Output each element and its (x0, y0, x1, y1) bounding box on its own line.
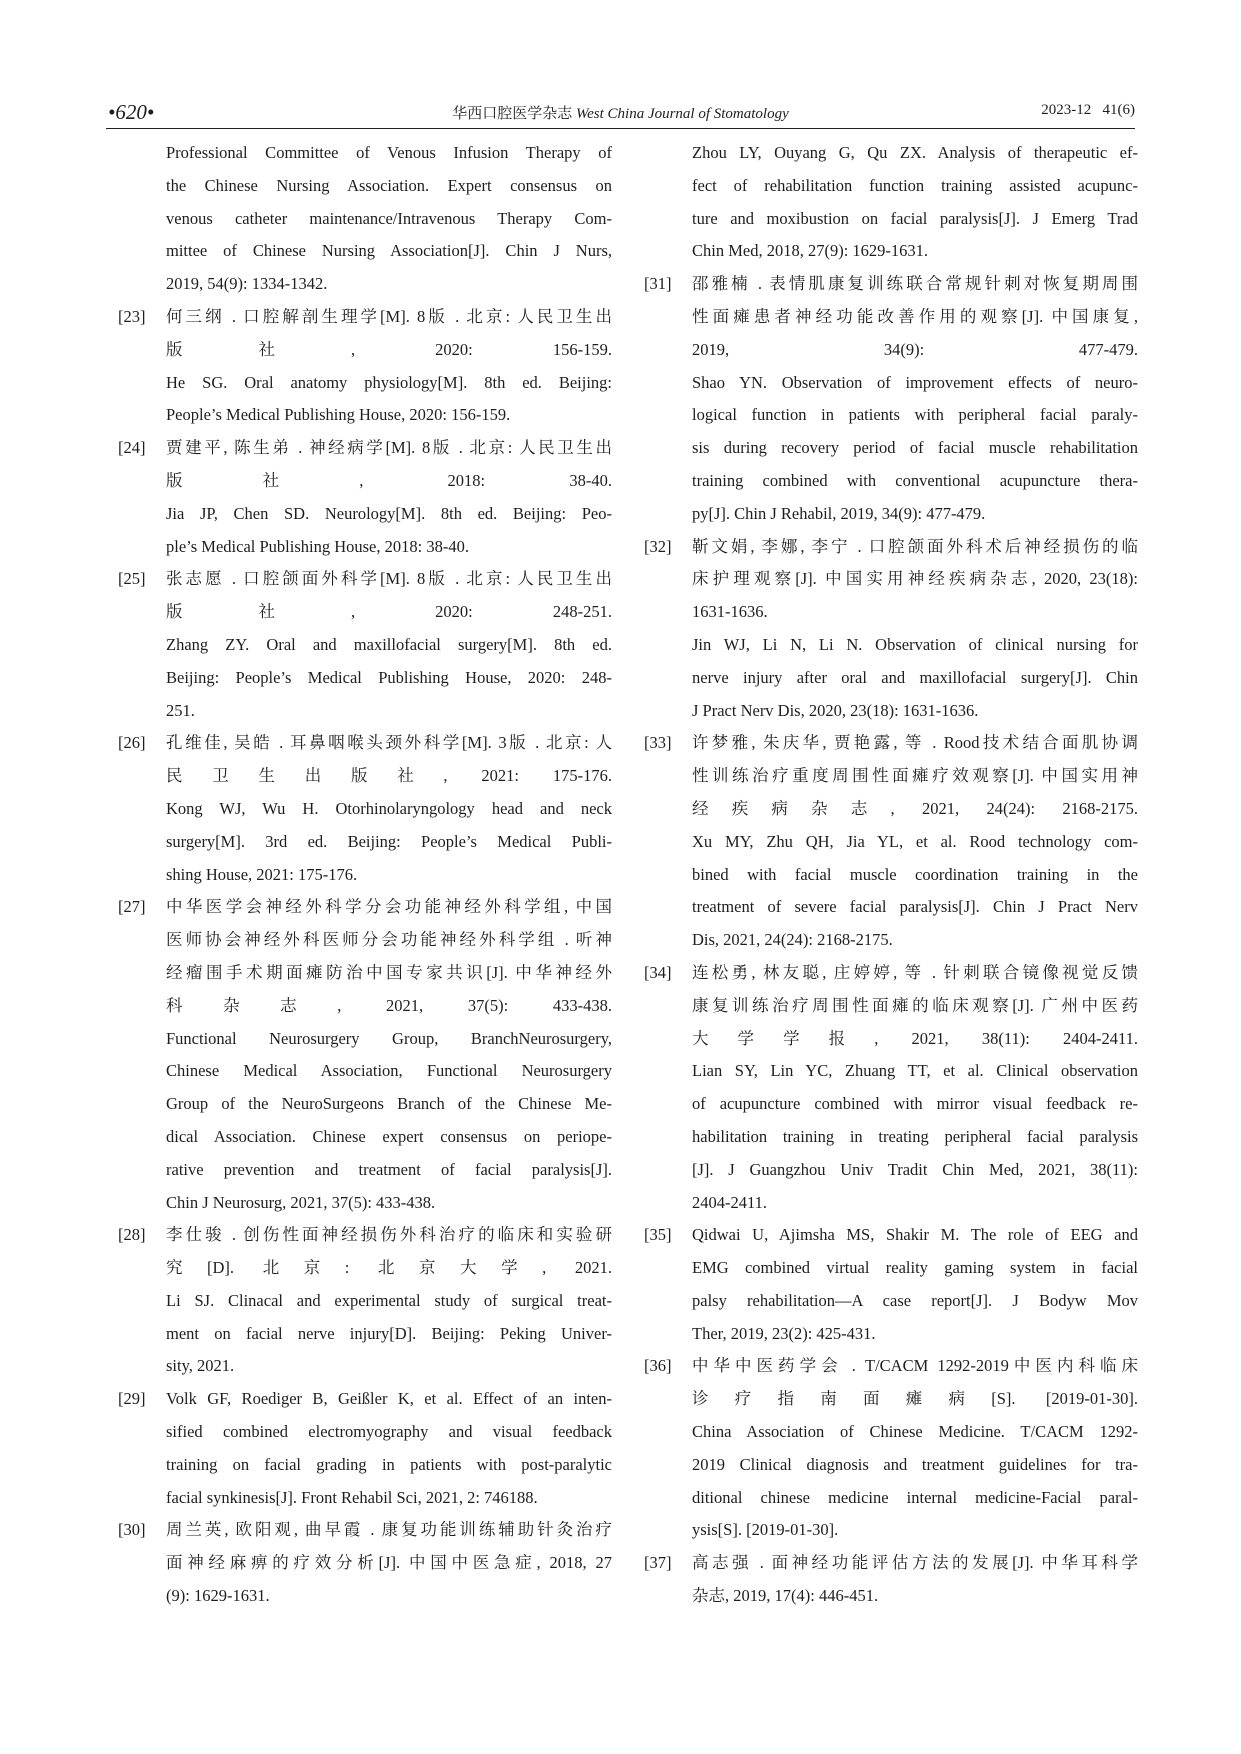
reference-entry (118, 563, 612, 727)
reference-line: Volk GF, Roediger B, Geißler K, et al. Effect of an inten- (166, 1389, 612, 1409)
reference-line: ple’s Medical Publishing House, 2018: 38-40. (166, 536, 469, 556)
reference-number: [30] (118, 1520, 146, 1540)
reference-entry (644, 1350, 1138, 1547)
reference-line: Zhou LY, Ouyang G, Qu ZX. Analysis of therapeutic ef- (692, 143, 1138, 162)
reference-line: 版社, 2020: 248-251. (166, 602, 612, 622)
reference-number: [23] (118, 306, 146, 326)
reference-line: 究[D]. 北京: 北京大学, 2021. (166, 1258, 612, 1278)
reference-line: 床护理观察[J]. 中国实用神经疾病杂志, 2020, 23(18): (692, 569, 1138, 589)
reference-line: sis during recovery period of facial muscle rehabilitation (692, 438, 1138, 458)
reference-line: fect of rehabilitation function training assisted acupunc- (692, 175, 1138, 195)
reference-number: [34] (644, 962, 672, 982)
reference-entry (118, 137, 612, 301)
reference-line: 何三纲 . 口腔解剖生理学[M]. 8版 . 北京: 人民卫生出 (166, 306, 612, 326)
reference-line: He SG. Oral anatomy physiology[M]. 8th ed. Beijing: (166, 372, 612, 392)
reference-line: py[J]. Chin J Rehabil, 2019, 34(9): 477-479. (692, 503, 986, 523)
reference-line: 张志愿 . 口腔颌面外科学[M]. 8版 . 北京: 人民卫生出 (166, 569, 612, 589)
reference-line: 2019 Clinical diagnosis and treatment guidelines for tra- (692, 1454, 1138, 1474)
reference-line: 康复训练治疗周围性面瘫的临床观察[J]. 广州中医药 (692, 995, 1138, 1015)
reference-line: 中华中医药学会 . T/CACM 1292-2019中医内科临床 (692, 1356, 1138, 1376)
reference-line: 中华医学会神经外科学分会功能神经外科学组, 中国 (166, 897, 612, 917)
reference-number: [26] (118, 733, 146, 753)
reference-line: 性面瘫患者神经功能改善作用的观察[J]. 中国康复, (692, 306, 1138, 326)
reference-line: 高志强 . 面神经功能评估方法的发展[J]. 中华耳科学 (692, 1553, 1138, 1573)
reference-line: 诊疗指南面瘫病[S]. [2019-01-30]. (692, 1389, 1138, 1409)
journal-title-cn: 华西口腔医学杂志 (452, 106, 576, 122)
reference-line: Chin Med, 2018, 27(9): 1629-1631. (692, 241, 929, 261)
reference-column-right (644, 137, 1138, 1613)
reference-line: 版社, 2018: 38-40. (166, 470, 612, 490)
reference-line: China Association of Chinese Medicine. T/CACM 1292- (692, 1422, 1138, 1442)
reference-line: Functional Neurosurgery Group, BranchNeurosurgery, (166, 1028, 612, 1048)
reference-number: [37] (644, 1553, 672, 1573)
reference-line: 民卫生出版社, 2021: 175-176. (166, 766, 612, 786)
issue-date: 2023-12 41(6) (1041, 102, 1135, 118)
reference-line: Chin J Neurosurg, 2021, 37(5): 433-438. (166, 1192, 436, 1212)
reference-entry (644, 957, 1138, 1219)
reference-line: Qidwai U, Ajimsha MS, Shakir M. The role of EEG and (692, 1225, 1138, 1245)
reference-number: [24] (118, 438, 146, 458)
reference-line: ysis[S]. [2019-01-30]. (692, 1520, 839, 1540)
reference-line: Kong WJ, Wu H. Otorhinolaryngology head and neck (166, 798, 612, 818)
reference-line: Zhang ZY. Oral and maxillofacial surgery[M]. 8th ed. (166, 634, 612, 654)
reference-line: facial synkinesis[J]. Front Rehabil Sci, 2021, 2: 746188. (166, 1487, 538, 1507)
reference-entry (644, 137, 1138, 268)
reference-line: bined with facial muscle coordination training in the (692, 864, 1138, 884)
reference-line: 周兰英, 欧阳观, 曲早霞 . 康复功能训练辅助针灸治疗 (166, 1520, 612, 1540)
reference-line: 2019, 54(9): 1334-1342. (166, 274, 328, 294)
reference-line: 2019, 34(9): 477-479. (692, 339, 1138, 359)
reference-column-left (118, 137, 612, 1613)
reference-line: Xu MY, Zhu QH, Jia YL, et al. Rood technology com- (692, 831, 1138, 851)
reference-line: 医师协会神经外科医师分会功能神经外科学组 . 听神 (166, 930, 612, 950)
reference-line: ditional chinese medicine internal medicine-Facial paral- (692, 1487, 1138, 1507)
reference-line: the Chinese Nursing Association. Expert consensus on (166, 175, 612, 195)
reference-line: 靳文娟, 李娜, 李宁 . 口腔颌面外科术后神经损伤的临 (692, 536, 1138, 556)
reference-line: ture and moxibustion on facial paralysis[J]. J Emerg Trad (692, 208, 1138, 228)
journal-title (106, 102, 1135, 123)
reference-line: training on facial grading in patients with post-paralytic (166, 1454, 612, 1474)
reference-line: 251. (166, 700, 195, 720)
reference-line: mittee of Chinese Nursing Association[J]. Chin J Nurs, (166, 241, 612, 261)
reference-line: 版社, 2020: 156-159. (166, 339, 612, 359)
reference-line: Li SJ. Clinacal and experimental study of surgical treat- (166, 1290, 612, 1310)
reference-line: [J]. J Guangzhou Univ Tradit Chin Med, 2021, 38(11): (692, 1159, 1138, 1179)
reference-line: 大学学报, 2021, 38(11): 2404-2411. (692, 1028, 1138, 1048)
reference-line: 科杂志, 2021, 37(5): 433-438. (166, 995, 612, 1015)
reference-number: [35] (644, 1225, 672, 1245)
reference-number: [25] (118, 569, 146, 589)
reference-line: 连松勇, 林友聪, 庄婷婷, 等 . 针刺联合镜像视觉反馈 (692, 962, 1138, 982)
reference-entry (644, 1547, 1138, 1613)
reference-line: habilitation training in treating peripheral facial paralysis (692, 1126, 1138, 1146)
reference-line: sity, 2021. (166, 1356, 235, 1376)
reference-line: surgery[M]. 3rd ed. Beijing: People’s Medical Publi- (166, 831, 612, 851)
reference-line: of acupuncture combined with mirror visual feedback re- (692, 1094, 1138, 1114)
reference-line: 孔维佳, 吴皓 . 耳鼻咽喉头颈外科学[M]. 3版 . 北京: 人 (166, 733, 612, 753)
reference-line: Shao YN. Observation of improvement effects of neuro- (692, 372, 1138, 392)
reference-number: [28] (118, 1225, 146, 1245)
reference-line: 经疾病杂志, 2021, 24(24): 2168-2175. (692, 798, 1138, 818)
reference-line: Lian SY, Lin YC, Zhuang TT, et al. Clinical observation (692, 1061, 1138, 1081)
reference-line: 许梦雅, 朱庆华, 贾艳露, 等 . Rood技术结合面肌协调 (692, 733, 1138, 753)
reference-number: [31] (644, 274, 672, 294)
reference-line: 李仕骏 . 创伤性面神经损伤外科治疗的临床和实验研 (166, 1225, 612, 1245)
reference-entry (118, 1383, 612, 1514)
reference-number: [33] (644, 733, 672, 753)
reference-entry (118, 1219, 612, 1383)
reference-line: ment on facial nerve injury[D]. Beijing: Peking Univer- (166, 1323, 612, 1343)
reference-entry (118, 301, 612, 432)
page-header (106, 98, 1135, 129)
reference-line: Ther, 2019, 23(2): 425-431. (692, 1323, 876, 1343)
reference-number: [36] (644, 1356, 672, 1376)
reference-line: nerve injury after oral and maxillofacial surgery[J]. Chin (692, 667, 1138, 687)
reference-line: 2404-2411. (692, 1192, 768, 1212)
reference-line: Beijing: People’s Medical Publishing House, 2020: 248- (166, 667, 612, 687)
reference-entry (118, 727, 612, 891)
reference-line: treatment of severe facial paralysis[J]. Chin J Pract Nerv (692, 897, 1138, 917)
reference-line: 贾建平, 陈生弟 . 神经病学[M]. 8版 . 北京: 人民卫生出 (166, 438, 612, 458)
reference-entry (644, 268, 1138, 530)
reference-line: J Pract Nerv Dis, 2020, 23(18): 1631-1636. (692, 700, 979, 720)
reference-line: logical function in patients with peripheral facial paraly- (692, 405, 1138, 425)
page-number: •620• (108, 100, 155, 124)
reference-line: shing House, 2021: 175-176. (166, 864, 358, 884)
reference-entry (644, 727, 1138, 957)
reference-number: [27] (118, 897, 146, 917)
reference-entry (118, 1514, 612, 1612)
reference-line: palsy rehabilitation—A case report[J]. J Bodyw Mov (692, 1290, 1138, 1310)
reference-line: 杂志, 2019, 17(4): 446-451. (692, 1586, 879, 1606)
reference-line: 性训练治疗重度周围性面瘫疗效观察[J]. 中国实用神 (692, 766, 1138, 786)
reference-entry (644, 1219, 1138, 1350)
reference-line: rative prevention and treatment of facial paralysis[J]. (166, 1159, 612, 1179)
reference-entry (118, 432, 612, 563)
reference-line: Professional Committee of Venous Infusion Therapy of (166, 143, 612, 162)
reference-line: venous catheter maintenance/Intravenous Therapy Com- (166, 208, 612, 228)
reference-line: EMG combined virtual reality gaming system in facial (692, 1258, 1138, 1278)
reference-line: Chinese Medical Association, Functional Neurosurgery (166, 1061, 612, 1081)
journal-title-en: West China Journal of Stomatology (575, 106, 789, 122)
reference-entry (118, 891, 612, 1219)
reference-line: Dis, 2021, 24(24): 2168-2175. (692, 930, 893, 950)
reference-line: 1631-1636. (692, 602, 768, 622)
reference-number: [29] (118, 1389, 146, 1409)
reference-line: 面神经麻痹的疗效分析[J]. 中国中医急症, 2018, 27 (166, 1553, 612, 1573)
reference-line: dical Association. Chinese expert consensus on periope- (166, 1126, 612, 1146)
reference-line: Jin WJ, Li N, Li N. Observation of clinical nursing for (692, 634, 1138, 654)
reference-line: training combined with conventional acupuncture thera- (692, 470, 1138, 490)
reference-line: 邵雅楠 . 表情肌康复训练联合常规针刺对恢复期周围 (692, 274, 1138, 294)
reference-entry (644, 531, 1138, 728)
reference-line: sified combined electromyography and visual feedback (166, 1422, 612, 1442)
reference-line: (9): 1629-1631. (166, 1586, 270, 1606)
reference-line: People’s Medical Publishing House, 2020: 156-159. (166, 405, 511, 425)
reference-number: [32] (644, 536, 672, 556)
reference-line: Jia JP, Chen SD. Neurology[M]. 8th ed. Beijing: Peo- (166, 503, 612, 523)
reference-line: Group of the NeuroSurgeons Branch of the Chinese Me- (166, 1094, 612, 1114)
reference-line: 经瘤围手术期面瘫防治中国专家共识[J]. 中华神经外 (166, 962, 612, 982)
